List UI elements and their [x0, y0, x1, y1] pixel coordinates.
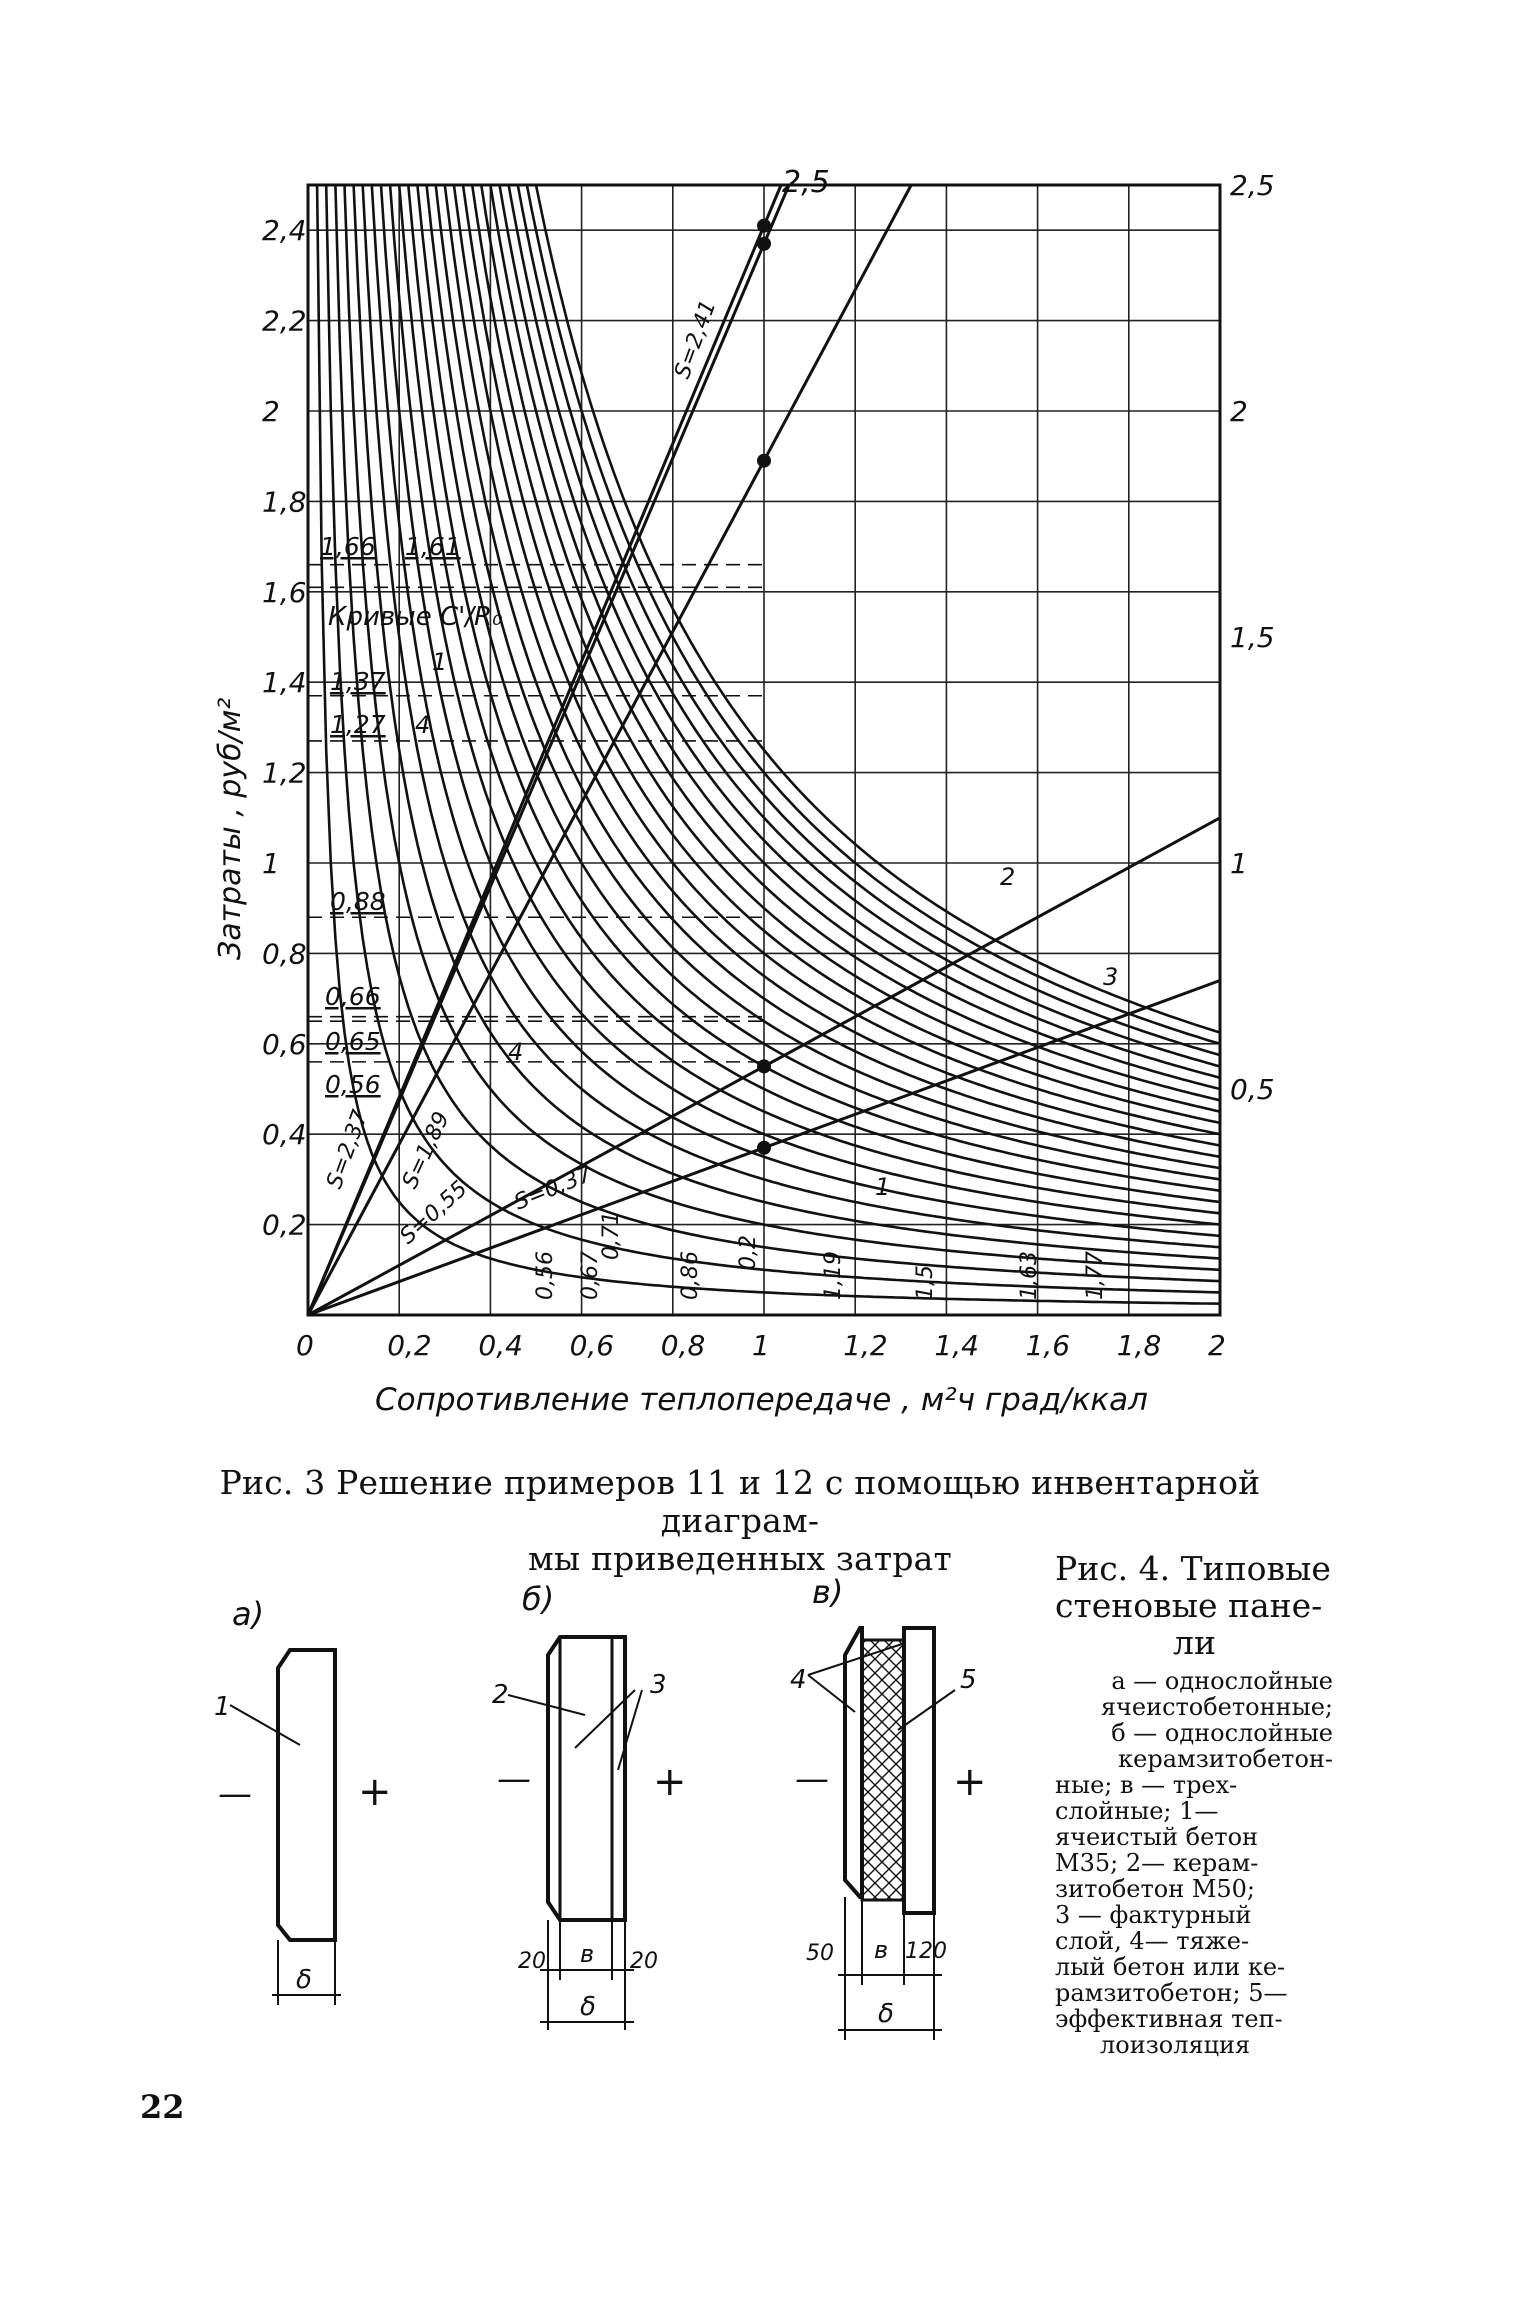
caption4-line: ячеистый бетон — [1055, 1823, 1259, 1851]
panel-c-dim-120: 120 — [905, 1939, 947, 1964]
y-right-tick-label: 1 — [1230, 847, 1248, 880]
panel-a-section — [278, 1650, 335, 1940]
panel-b-dim-20a: 20 — [518, 1949, 546, 1974]
bottom-tick: 1,63 — [1017, 1251, 1042, 1300]
y-tick-label: 2 — [262, 395, 280, 428]
caption4-line: М35; 2— керам- — [1055, 1849, 1259, 1877]
value-label: 1,37 — [330, 667, 386, 696]
y-tick-label: 2,2 — [262, 304, 307, 338]
curve-id: 1 — [432, 648, 448, 676]
panel-c-callout-5: 5 — [960, 1665, 977, 1695]
x-tick-label: 0,8 — [660, 1329, 706, 1362]
caption4-line: керамзитобетон- — [1118, 1745, 1333, 1773]
y-axis-label: Затраты , руб/м² — [213, 697, 248, 960]
minus-sign: — — [795, 1759, 829, 1799]
value-label: 1,61 — [405, 532, 461, 561]
caption4-line: зитобетон М50; — [1055, 1875, 1256, 1903]
panel-c-callout-4: 4 — [790, 1665, 807, 1695]
s-label: S=2,41 — [670, 297, 722, 383]
bottom-tick: 0,67 — [578, 1251, 603, 1300]
figure4-caption-title — [1055, 1550, 1335, 1661]
plus-sign: + — [358, 1769, 392, 1815]
y-tick-label: 2,4 — [262, 214, 307, 248]
y-tick-label: 0,6 — [262, 1027, 307, 1061]
plus-sign: + — [653, 1759, 687, 1805]
panel-b-label: б) — [522, 1580, 555, 1618]
y-right-tick-label: 2 — [1230, 395, 1248, 428]
value-label: 0,88 — [330, 887, 386, 916]
page-number: 22 — [140, 2088, 185, 2126]
x-tick-label: 0,6 — [569, 1329, 615, 1362]
panel-b-dim-20b: 20 — [630, 1949, 658, 1974]
leader-line — [898, 1690, 955, 1730]
caption4-line: ные; в — трех- — [1055, 1771, 1238, 1799]
caption3-line2: мы приведенных затрат — [527, 1539, 953, 1578]
panel-c-outer-layer — [845, 1628, 862, 1897]
panel-a-dim: δ — [296, 1965, 312, 1995]
caption4-line: лоизоляция — [1100, 2031, 1251, 2059]
figure4-caption-body — [1055, 1668, 1333, 2058]
caption4-line: слойные; 1— — [1055, 1797, 1219, 1825]
x-tick-label: 1 — [752, 1329, 770, 1362]
bottom-tick: 1,19 — [821, 1251, 846, 1300]
value-label: 0,66 — [325, 982, 381, 1011]
s-label: S=0,55 — [395, 1176, 473, 1250]
caption3-line1: Рис. 3 Решение примеров 11 и 12 с помощью инвентарной диаграм- — [219, 1463, 1261, 1540]
bottom-tick: 1,5 — [913, 1265, 938, 1300]
bottom-tick: 0,71 — [599, 1211, 624, 1260]
curve-id: 1 — [875, 1173, 891, 1201]
value-label: 0,56 — [325, 1070, 381, 1099]
x-axis-label: Сопротивление теплопередаче , м²ч град/ккал — [375, 1382, 1148, 1418]
caption4-line: слой, 4— тяже- — [1055, 1927, 1250, 1955]
x-tick-label: 1,4 — [934, 1329, 979, 1362]
y-tick-label: 1,4 — [262, 666, 307, 700]
bottom-tick: 1,77 — [1083, 1251, 1108, 1300]
curve-id: 2 — [1000, 863, 1016, 891]
value-label: 1,27 — [330, 710, 386, 739]
caption4-line: 3 — фактурный — [1055, 1901, 1252, 1929]
bottom-tick: 0,2 — [736, 1235, 761, 1270]
y-right-tick-label: 2,5 — [1230, 169, 1275, 202]
x-tick-label: 1,8 — [1116, 1329, 1162, 1362]
minus-sign: — — [218, 1774, 252, 1814]
caption4-title-l1: Рис. 4. Типовые — [1055, 1549, 1331, 1588]
bottom-tick: 0,86 — [678, 1251, 703, 1300]
panel-c-label: в) — [812, 1573, 844, 1611]
curves-label: Кривые C'/R₀ — [328, 602, 503, 632]
panel-a-callout-1: 1 — [214, 1692, 231, 1722]
leader-line — [230, 1705, 300, 1745]
y-right-tick-label: 0,5 — [1230, 1073, 1275, 1106]
y-right-tick-label: 1,5 — [1230, 621, 1275, 654]
top-curve-label: 2,5 — [782, 165, 830, 200]
value-label: 1,66 — [320, 532, 376, 561]
x-tick-label: 2 — [1208, 1329, 1226, 1362]
panel-c-dim: δ — [878, 1999, 894, 2029]
y-tick-label: 1 — [262, 847, 280, 880]
x-tick-label: 1,2 — [843, 1329, 888, 1362]
caption4-line: ячеистобетонные; — [1100, 1693, 1333, 1721]
s-label: S=0,37 — [510, 1161, 596, 1216]
curve-id: 4 — [508, 1038, 524, 1066]
caption4-title-l3: ли — [1173, 1623, 1216, 1662]
s-label: S=1,89 — [397, 1108, 455, 1193]
bottom-tick: 0,56 — [533, 1251, 558, 1300]
minus-sign: — — [497, 1759, 531, 1799]
y-tick-label: 1,6 — [262, 575, 307, 609]
panel-b-callout-2: 2 — [492, 1680, 509, 1710]
panel-c-dim-50: 50 — [806, 1941, 834, 1966]
caption4-line: рамзитобетон; 5— — [1055, 1979, 1288, 2007]
value-label: 0,65 — [325, 1027, 381, 1056]
caption4-line: а — однослойные — [1111, 1667, 1333, 1695]
panel-b-dim-v: в — [580, 1940, 595, 1968]
x-tick-label: 0,2 — [387, 1329, 432, 1362]
caption4-title-l2: стеновые пане- — [1055, 1586, 1323, 1625]
curve-id: 3 — [1103, 963, 1119, 991]
y-tick-label: 1,8 — [262, 485, 307, 519]
y-tick-label: 0,2 — [262, 1208, 307, 1242]
x-tick-label: 0 — [296, 1329, 314, 1362]
s-label: S=2,37 — [322, 1107, 374, 1193]
panel-c-dim-v: в — [874, 1936, 889, 1964]
curve-id: 4 — [415, 711, 431, 739]
panel-c-inner-layer — [904, 1628, 934, 1913]
panel-b-dim: δ — [580, 1992, 596, 2022]
x-tick-label: 1,6 — [1025, 1329, 1071, 1362]
leader-line — [808, 1675, 855, 1712]
panel-a-label: а) — [232, 1595, 265, 1633]
panel-c-insulation — [862, 1640, 904, 1900]
panel-b-callout-3: 3 — [650, 1670, 667, 1700]
caption4-line: лый бетон или ке- — [1055, 1953, 1286, 1981]
x-tick-label: 0,4 — [478, 1329, 523, 1362]
y-tick-label: 1,2 — [262, 756, 307, 790]
y-tick-label: 0,4 — [262, 1118, 307, 1152]
caption4-line: эффективная теп- — [1055, 2005, 1283, 2033]
plus-sign: + — [953, 1759, 987, 1805]
caption4-line: б — однослойные — [1111, 1719, 1333, 1747]
y-tick-label: 0,8 — [262, 937, 307, 971]
